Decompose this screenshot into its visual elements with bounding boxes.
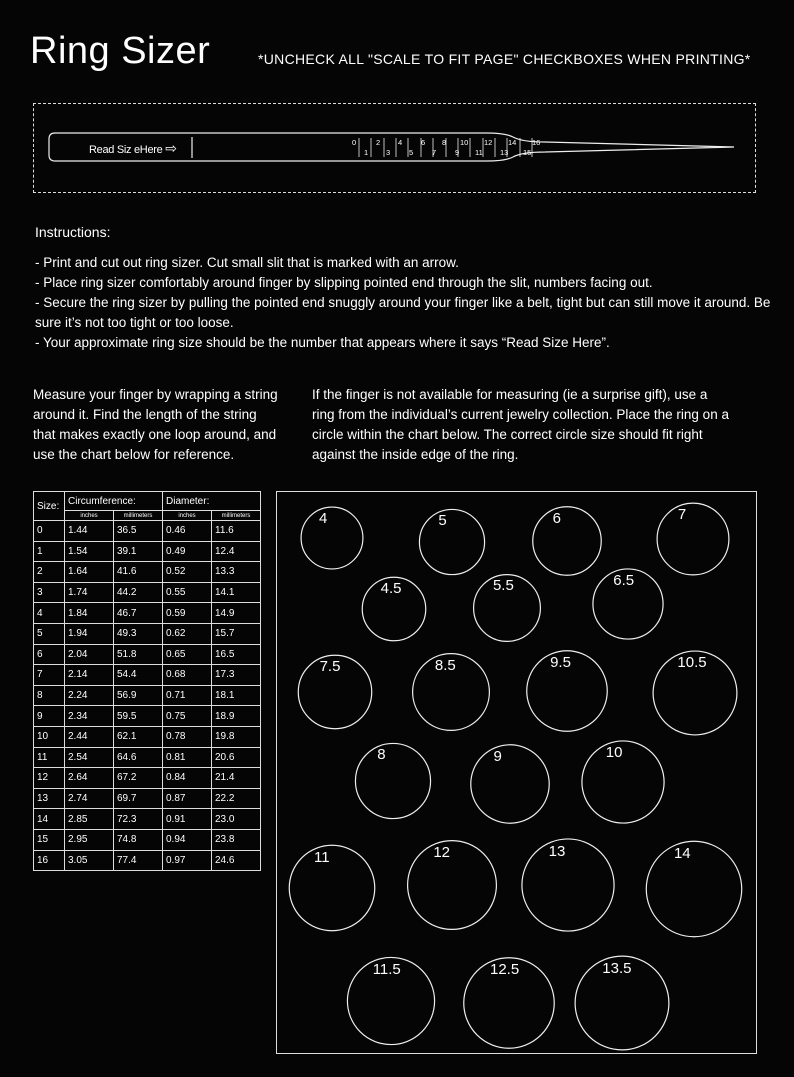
measure-ring-paragraph: If the finger is not available for measuring (ie a surprise gift), use a ring from the individual’s current jewelry collection. Place the ring on a circle within the chart below. The correct circle size should fit right against the inside edge of the ring.	[312, 387, 729, 462]
table-cell: 2.64	[65, 768, 114, 789]
strip-tick-label: 0	[352, 138, 357, 147]
table-cell: 64.6	[114, 747, 163, 768]
table-row	[34, 685, 261, 706]
table-cell: 5	[34, 623, 65, 644]
arrow-right-icon: ⇨	[165, 140, 177, 156]
table-row	[34, 665, 261, 686]
table-cell: 0.91	[163, 809, 212, 830]
strip-tick-label: 3	[386, 148, 391, 157]
table-cell: 2.54	[65, 747, 114, 768]
ring-circle-label: 14	[673, 845, 691, 863]
read-size-here-label: Read Siz eHere ⇨	[89, 140, 177, 156]
table-cell: 12	[34, 768, 65, 789]
table-cell: 2.14	[65, 665, 114, 686]
table-row	[34, 747, 261, 768]
unit-header: millimeters	[114, 511, 163, 521]
table-row	[34, 623, 261, 644]
unit-header: inches	[65, 511, 114, 521]
table-row	[34, 809, 261, 830]
table-cell: 44.2	[114, 582, 163, 603]
table-row	[34, 644, 261, 665]
table-cell: 18.1	[212, 685, 261, 706]
table-cell: 56.9	[114, 685, 163, 706]
strip-tick-label: 8	[442, 138, 447, 147]
table-cell: 12.4	[212, 541, 261, 562]
instruction-item: - Secure the ring sizer by pulling the pointed end snuggly around your finger like a belt, tight but can still move it around. Be sure it’s not too tight or too loose.	[35, 295, 771, 330]
ring-circle-label: 12	[433, 844, 451, 862]
table-cell: 1.44	[65, 521, 114, 542]
table-cell: 10	[34, 726, 65, 747]
instruction-item: - Print and cut out ring sizer. Cut small slit that is marked with an arrow.	[35, 255, 459, 270]
table-cell: 0.71	[163, 685, 212, 706]
ring-circle-label: 8.5	[434, 656, 456, 674]
table-cell: 0.68	[163, 665, 212, 686]
unit-header: millimeters	[212, 511, 261, 521]
strip-tick-label: 4	[398, 138, 403, 147]
table-cell: 1	[34, 541, 65, 562]
table-cell: 19.8	[212, 726, 261, 747]
table-cell: 0.78	[163, 726, 212, 747]
table-cell: 74.8	[114, 829, 163, 850]
table-row	[34, 788, 261, 809]
ring-circle-label: 13.5	[602, 959, 632, 977]
table-cell: 2.34	[65, 706, 114, 727]
table-cell: 8	[34, 685, 65, 706]
strip-tick-label: 15	[523, 148, 532, 157]
strip-tick-label: 7	[432, 148, 437, 157]
size-header: Size:	[34, 492, 65, 521]
table-cell: 0.55	[163, 582, 212, 603]
table-cell: 0.65	[163, 644, 212, 665]
print-notice: *UNCHECK ALL "SCALE TO FIT PAGE" CHECKBOXES WHEN PRINTING*	[258, 51, 751, 67]
table-cell: 0.87	[163, 788, 212, 809]
table-cell: 0.84	[163, 768, 212, 789]
strip-tick-label: 16	[532, 138, 541, 147]
table-cell: 2.74	[65, 788, 114, 809]
ring-sizer-strip	[0, 0, 794, 220]
ring-circle-label: 4.5	[380, 579, 402, 597]
size-chart-table	[33, 491, 261, 871]
table-cell: 39.1	[114, 541, 163, 562]
table-row	[34, 541, 261, 562]
table-cell: 15	[34, 829, 65, 850]
table-cell: 62.1	[114, 726, 163, 747]
table-cell: 0.52	[163, 562, 212, 583]
ring-circle-label: 11	[314, 848, 330, 866]
table-cell: 67.2	[114, 768, 163, 789]
table-row	[34, 562, 261, 583]
ring-circle-label: 4	[319, 509, 328, 527]
ring-circle-label: 12.5	[490, 961, 520, 979]
table-cell: 18.9	[212, 706, 261, 727]
strip-tick-label: 5	[409, 148, 414, 157]
table-cell: 72.3	[114, 809, 163, 830]
ring-circle-label: 9.5	[550, 653, 571, 671]
measure-string-paragraph: Measure your finger by wrapping a string around it. Find the length of the string that makes exactly one loop around, and use the chart below for reference.	[33, 387, 278, 462]
table-cell: 24.6	[212, 850, 261, 871]
table-cell: 1.54	[65, 541, 114, 562]
table-cell: 21.4	[212, 768, 261, 789]
table-cell: 59.5	[114, 706, 163, 727]
table-cell: 16.5	[212, 644, 261, 665]
table-row	[34, 603, 261, 624]
table-cell: 0.62	[163, 623, 212, 644]
ring-circle-label: 5.5	[492, 577, 514, 595]
table-cell: 9	[34, 706, 65, 727]
table-row	[34, 829, 261, 850]
strip-tick-label: 12	[484, 138, 493, 147]
table-cell: 23.0	[212, 809, 261, 830]
table-cell: 1.94	[65, 623, 114, 644]
table-cell: 0.46	[163, 521, 212, 542]
ring-circle-label: 5	[438, 512, 447, 530]
table-cell: 14.9	[212, 603, 261, 624]
strip-tick-label: 9	[455, 148, 460, 157]
table-cell: 0.49	[163, 541, 212, 562]
table-cell: 41.6	[114, 562, 163, 583]
page-title: Ring Sizer	[30, 30, 211, 72]
ring-circle-label: 6	[552, 509, 561, 527]
table-row	[34, 768, 261, 789]
table-cell: 0.81	[163, 747, 212, 768]
table-cell: 2.24	[65, 685, 114, 706]
table-cell: 11	[34, 747, 65, 768]
strip-tick-label: 2	[376, 138, 381, 147]
table-cell: 49.3	[114, 623, 163, 644]
ring-circle-label: 7	[677, 505, 687, 523]
ring-circle-label: 13	[548, 842, 566, 860]
ring-circle-label: 6.5	[613, 571, 635, 589]
table-cell: 23.8	[212, 829, 261, 850]
table-cell: 1.74	[65, 582, 114, 603]
table-cell: 2.95	[65, 829, 114, 850]
table-cell: 36.5	[114, 521, 163, 542]
table-row	[34, 726, 261, 747]
table-cell: 0.75	[163, 706, 212, 727]
diameter-header: Diameter:	[163, 492, 261, 511]
circumference-header: Circumference:	[65, 492, 163, 511]
table-cell: 2.44	[65, 726, 114, 747]
table-cell: 22.2	[212, 788, 261, 809]
ring-circle-label: 7.5	[319, 658, 341, 676]
table-cell: 69.7	[114, 788, 163, 809]
table-cell: 1.84	[65, 603, 114, 624]
instruction-item: - Your approximate ring size should be the number that appears where it says “Read Size Here”.	[35, 335, 610, 350]
table-cell: 20.6	[212, 747, 261, 768]
table-cell: 1.64	[65, 562, 114, 583]
instruction-item: - Place ring sizer comfortably around finger by slipping pointed end through the slit, numbers facing out.	[35, 275, 653, 290]
table-cell: 16	[34, 850, 65, 871]
strip-tick-label: 10	[460, 138, 469, 147]
unit-header: inches	[163, 511, 212, 521]
table-cell: 0.94	[163, 829, 212, 850]
table-cell: 14.1	[212, 582, 261, 603]
table-row	[34, 521, 261, 542]
strip-tick-label: 11	[475, 148, 483, 157]
strip-tick-label: 6	[421, 138, 426, 147]
strip-tick-label: 13	[500, 148, 509, 157]
strip-tick-label: 1	[364, 148, 369, 157]
table-cell: 77.4	[114, 850, 163, 871]
ring-circle-label: 11.5	[372, 960, 401, 978]
table-cell: 6	[34, 644, 65, 665]
ring-circle-label: 8	[377, 746, 386, 764]
table-cell: 4	[34, 603, 65, 624]
table-row	[34, 582, 261, 603]
table-cell: 51.8	[114, 644, 163, 665]
table-cell: 0.97	[163, 850, 212, 871]
table-cell: 46.7	[114, 603, 163, 624]
table-cell: 15.7	[212, 623, 261, 644]
table-cell: 3.05	[65, 850, 114, 871]
ring-circle-label: 10	[605, 744, 623, 762]
ring-circle-label: 10.5	[677, 654, 707, 672]
table-cell: 11.6	[212, 521, 261, 542]
table-row	[34, 850, 261, 871]
table-cell: 54.4	[114, 665, 163, 686]
table-cell: 2	[34, 562, 65, 583]
table-cell: 2.85	[65, 809, 114, 830]
strip-tick-label: 14	[508, 138, 517, 147]
table-cell: 13.3	[212, 562, 261, 583]
table-cell: 7	[34, 665, 65, 686]
table-cell: 0.59	[163, 603, 212, 624]
table-cell: 3	[34, 582, 65, 603]
table-row	[34, 706, 261, 727]
table-cell: 0	[34, 521, 65, 542]
ring-circle-label: 9	[493, 747, 502, 765]
instructions-heading: Instructions:	[35, 224, 111, 240]
table-cell: 17.3	[212, 665, 261, 686]
table-cell: 13	[34, 788, 65, 809]
instructions-list	[35, 253, 775, 353]
table-cell: 2.04	[65, 644, 114, 665]
table-cell: 14	[34, 809, 65, 830]
